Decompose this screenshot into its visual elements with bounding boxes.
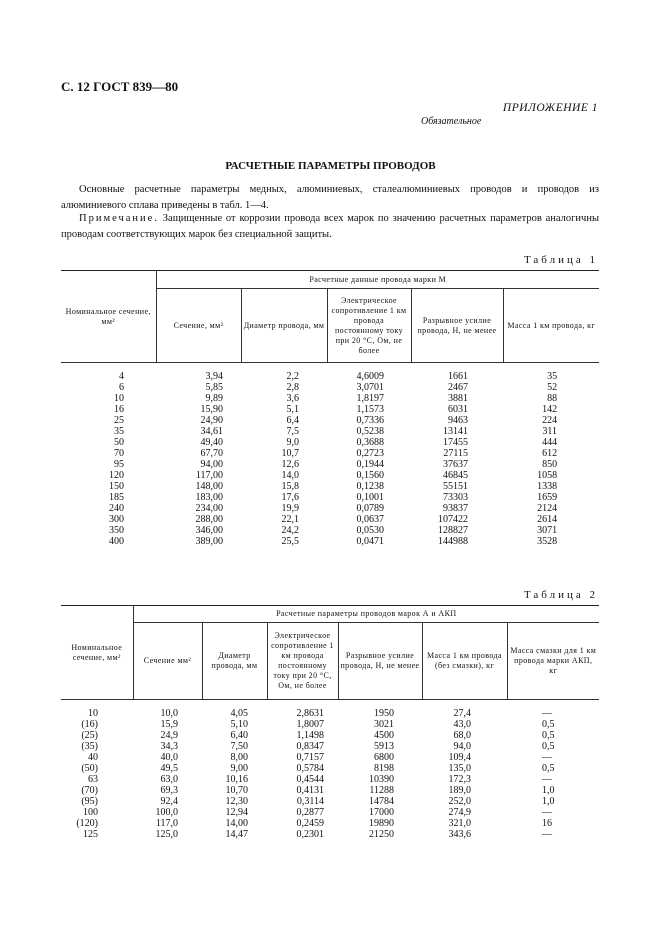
table-cell: 612 (542, 448, 558, 459)
table-cell: 1338 (537, 481, 558, 492)
table-cell: 144988 (438, 536, 468, 547)
table-cell: 183,00 (195, 492, 223, 503)
table-cell: 1,1498 (296, 730, 324, 741)
table-cell: 12,30 (225, 796, 248, 807)
table-cell: 1,8007 (296, 719, 324, 730)
table-cell: 17455 (443, 437, 468, 448)
table-row (61, 393, 599, 404)
table-cell: 3071 (537, 525, 558, 536)
table-row (61, 448, 599, 459)
table-cell: 185 (109, 492, 124, 503)
table-cell: 9,0 (286, 437, 299, 448)
table-cell: 10,7 (281, 448, 299, 459)
table-cell: 0,4131 (296, 785, 324, 796)
table-cell: 4500 (374, 730, 394, 741)
table-cell: 34,61 (200, 426, 223, 437)
table-cell: 5913 (374, 741, 394, 752)
table-cell: 94,00 (200, 459, 223, 470)
table-cell: 27,4 (453, 708, 471, 719)
table-cell: 120 (109, 470, 124, 481)
table-cell: 311 (542, 426, 558, 437)
table-cell: 0,1560 (356, 470, 384, 481)
t2-head-col: Сечение мм² (133, 623, 202, 700)
table-cell: 252,0 (448, 796, 471, 807)
table-cell: 5,10 (230, 719, 248, 730)
table-cell: 40,0 (160, 752, 178, 763)
table-cell: (50) (81, 763, 98, 774)
table-cell: 92,4 (160, 796, 178, 807)
t1-head-col: Масса 1 км провода, кг (503, 289, 599, 363)
t1-head-nominal: Номинальное сечение, мм² (61, 271, 156, 363)
table-cell: 9,89 (205, 393, 223, 404)
table-row (61, 426, 599, 437)
table-cell: 274,9 (448, 807, 471, 818)
table-cell: 148,00 (195, 481, 223, 492)
table-cell: 15,8 (281, 481, 299, 492)
table-cell: 2614 (537, 514, 558, 525)
table-cell: 14,0 (281, 470, 299, 481)
table1 (61, 270, 599, 547)
table-cell: 172,3 (448, 774, 471, 785)
table-cell: 0,2877 (296, 807, 324, 818)
table-cell: 0,5 (542, 763, 555, 774)
table-cell: 35 (114, 426, 124, 437)
table-cell: 70 (114, 448, 124, 459)
table2 (61, 605, 599, 840)
table-cell: 52 (547, 382, 558, 393)
table-row (61, 492, 599, 503)
table-cell: 46845 (443, 470, 468, 481)
t2-head-col: Диаметр провода, мм (202, 623, 267, 700)
table-cell: 73303 (443, 492, 468, 503)
table-cell: 0,5 (542, 730, 555, 741)
table-cell: 12,6 (281, 459, 299, 470)
table-cell: 0,7157 (296, 752, 324, 763)
table-cell: 3,0701 (356, 382, 384, 393)
table-cell: 850 (542, 459, 558, 470)
t2-head-group: Расчетные параметры проводов марок А и АКП (133, 606, 599, 623)
table-cell: 0,1238 (356, 481, 384, 492)
table-cell: 3,94 (205, 371, 223, 382)
table-cell: 43,0 (453, 719, 471, 730)
table-row (61, 514, 599, 525)
table-cell: 2,8 (286, 382, 299, 393)
table-cell: 0,8347 (296, 741, 324, 752)
table-row (61, 700, 599, 720)
table-cell: 14784 (369, 796, 394, 807)
table-cell: 16 (114, 404, 124, 415)
table-cell: — (542, 774, 552, 785)
table-cell: 128827 (438, 525, 468, 536)
table-cell: 14,47 (225, 829, 248, 840)
table-cell: 3,6 (286, 393, 299, 404)
table-cell: 125 (83, 829, 98, 840)
table-cell: 6031 (448, 404, 468, 415)
table-cell: 9,00 (230, 763, 248, 774)
table-cell: 109,4 (448, 752, 471, 763)
table-row (61, 459, 599, 470)
table-cell: 6 (119, 382, 124, 393)
table-cell: 4,05 (230, 708, 248, 719)
table-cell: 0,5 (542, 741, 555, 752)
table-cell: 234,00 (195, 503, 223, 514)
table-cell: 0,5784 (296, 763, 324, 774)
table-cell: 2467 (448, 382, 468, 393)
table-cell: (16) (81, 719, 98, 730)
table-row (61, 415, 599, 426)
table-cell: 69,3 (160, 785, 178, 796)
table-cell: 93837 (443, 503, 468, 514)
table-cell: 10 (88, 708, 98, 719)
table-cell: — (542, 708, 552, 719)
table-cell: 6800 (374, 752, 394, 763)
table-cell: 19890 (369, 818, 394, 829)
table-cell: 0,2301 (296, 829, 324, 840)
table-cell: 6,40 (230, 730, 248, 741)
table-row (61, 818, 599, 829)
t2-head-col: Масса смазки для 1 км провода марки АКП, кг (507, 623, 599, 700)
table-cell: 10390 (369, 774, 394, 785)
table-cell: 4 (119, 371, 124, 382)
table-cell: 24,2 (281, 525, 299, 536)
table-row (61, 785, 599, 796)
table-cell: 63 (88, 774, 98, 785)
table-cell: 5,85 (205, 382, 223, 393)
t2-head-nominal: Номинальное сечение, мм² (61, 606, 133, 700)
table-cell: 142 (542, 404, 558, 415)
table-cell: 150 (109, 481, 124, 492)
table-cell: 11288 (369, 785, 394, 796)
table-cell: 135,0 (448, 763, 471, 774)
table-row (61, 382, 599, 393)
table-row (61, 763, 599, 774)
t1-head-group: Расчетные данные провода марки М (156, 271, 599, 289)
table-cell: 4,6009 (356, 371, 384, 382)
table-cell: 5,1 (286, 404, 299, 415)
table-cell: 224 (542, 415, 558, 426)
table-cell: 444 (542, 437, 558, 448)
table-cell: 2,2 (286, 371, 299, 382)
table-cell: 0,3688 (356, 437, 384, 448)
table-cell: 24,90 (200, 415, 223, 426)
table-cell: 300 (109, 514, 124, 525)
table-cell: 1,8197 (356, 393, 384, 404)
table-cell: 49,40 (200, 437, 223, 448)
table-cell: 94,0 (453, 741, 471, 752)
table-cell: 40 (88, 752, 98, 763)
table-row (61, 536, 599, 547)
table-cell: 12,94 (225, 807, 248, 818)
table-cell: 10,16 (225, 774, 248, 785)
table-row (61, 363, 599, 383)
table-cell: 15,90 (200, 404, 223, 415)
table-cell: 67,70 (200, 448, 223, 459)
t1-head-col: Электрическое сопротивление 1 км провода постоянному току при 20 °С, Ом, не более (327, 289, 411, 363)
table-row (61, 829, 599, 840)
table-cell: 321,0 (448, 818, 471, 829)
table-cell: 3021 (374, 719, 394, 730)
table-cell: (95) (81, 796, 98, 807)
table-cell: 1659 (537, 492, 558, 503)
t2-head-col: Электрическое сопротивление 1 км провода постоянному току при 20 °С, Ом, не более (267, 623, 338, 700)
table-cell: 1,1573 (356, 404, 384, 415)
table1-label: Таблица 1 (523, 254, 598, 266)
table-cell: 0,1944 (356, 459, 384, 470)
table-cell: 34,3 (160, 741, 178, 752)
table-cell: 95 (114, 459, 124, 470)
note-paragraph (61, 211, 599, 243)
table-cell: 9463 (448, 415, 468, 426)
table-cell: 25,5 (281, 536, 299, 547)
table-cell: 10,70 (225, 785, 248, 796)
intro-paragraph: Основные расчетные параметры медных, алюминиевых, сталеалюминиевых проводов и проводов из алюминиевого сплава приведены в табл. 1—4. (61, 184, 599, 211)
table-cell: 17,6 (281, 492, 299, 503)
table-row (61, 730, 599, 741)
table-row (61, 741, 599, 752)
section-title: РАСЧЕТНЫЕ ПАРАМЕТРЫ ПРОВОДОВ (225, 160, 436, 172)
table-cell: 68,0 (453, 730, 471, 741)
table-cell: 3881 (448, 393, 468, 404)
table-cell: 125,0 (155, 829, 178, 840)
table-cell: 0,2459 (296, 818, 324, 829)
table-cell: 0,0471 (356, 536, 384, 547)
table-cell: 63,0 (160, 774, 178, 785)
table-row (61, 774, 599, 785)
table-cell: 13141 (443, 426, 468, 437)
table-cell: 1058 (537, 470, 558, 481)
table-row (61, 752, 599, 763)
table-cell: 0,4544 (296, 774, 324, 785)
table-row (61, 719, 599, 730)
table-cell: 2,8631 (296, 708, 324, 719)
table-row (61, 807, 599, 818)
table-cell: 19,9 (281, 503, 299, 514)
table-cell: 2124 (537, 503, 558, 514)
table-cell: 350 (109, 525, 124, 536)
table-row (61, 796, 599, 807)
t1-head-col: Сечение, мм² (156, 289, 241, 363)
table-cell: 10 (114, 393, 124, 404)
table-cell: 0,0530 (356, 525, 384, 536)
table-cell: 15,9 (160, 719, 178, 730)
table-cell: 0,2723 (356, 448, 384, 459)
table-cell: (25) (81, 730, 98, 741)
table-cell: 100 (83, 807, 98, 818)
table-cell: 8,00 (230, 752, 248, 763)
table-cell: (70) (81, 785, 98, 796)
table-row (61, 525, 599, 536)
t1-head-col: Диаметр провода, мм (241, 289, 327, 363)
table-cell: 14,00 (225, 818, 248, 829)
table-cell: 0,7336 (356, 415, 384, 426)
table-cell: 0,5238 (356, 426, 384, 437)
table-cell: 8198 (374, 763, 394, 774)
table-cell: 16 (542, 818, 552, 829)
table-cell: 24,9 (160, 730, 178, 741)
table-row (61, 503, 599, 514)
table-cell: 1950 (374, 708, 394, 719)
table-cell: 1661 (448, 371, 468, 382)
table-cell: (35) (81, 741, 98, 752)
table-cell: 117,0 (155, 818, 178, 829)
table-cell: 389,00 (195, 536, 223, 547)
table-cell: 189,0 (448, 785, 471, 796)
table-cell: 240 (109, 503, 124, 514)
table-cell: 0,3114 (296, 796, 324, 807)
table-cell: 0,1001 (356, 492, 384, 503)
table-cell: — (542, 829, 552, 840)
mandatory-label: Обязательное (421, 116, 482, 127)
table-cell: 288,00 (195, 514, 223, 525)
table-cell: 1,0 (542, 796, 555, 807)
table-cell: — (542, 752, 552, 763)
table-cell: 343,6 (448, 829, 471, 840)
t2-head-col: Разрывное усилие провода, Н, не менее (338, 623, 422, 700)
table-cell: 6,4 (286, 415, 299, 426)
table-row (61, 404, 599, 415)
table-cell: 100,0 (155, 807, 178, 818)
table-cell: 49,5 (160, 763, 178, 774)
table-row (61, 437, 599, 448)
appendix-label: ПРИЛОЖЕНИЕ 1 (502, 102, 598, 114)
table-cell: 117,00 (195, 470, 223, 481)
table-cell: 0,5 (542, 719, 555, 730)
table-cell: 7,5 (286, 426, 299, 437)
table2-label: Таблица 2 (523, 589, 598, 601)
table-cell: 25 (114, 415, 124, 426)
table-cell: 37637 (443, 459, 468, 470)
table-cell: 7,50 (230, 741, 248, 752)
table-cell: (120) (76, 818, 98, 829)
table-cell: 346,00 (195, 525, 223, 536)
table-cell: 21250 (369, 829, 394, 840)
t2-head-col: Масса 1 км провода (без смазки), кг (422, 623, 507, 700)
page-header: С. 12 ГОСТ 839—80 (61, 79, 179, 94)
table-cell: 107422 (438, 514, 468, 525)
table-cell: 1,0 (542, 785, 555, 796)
table-cell: 88 (547, 393, 558, 404)
table-cell: 50 (114, 437, 124, 448)
note-text: Защищенные от коррозии провода всех марок по значению расчетных параметров аналогичны проводам соответствующих марок без специальной защиты. (61, 213, 599, 240)
table-cell: 27115 (443, 448, 468, 459)
table-row (61, 470, 599, 481)
t1-head-col: Разрывное усилие провода, Н, не менее (411, 289, 503, 363)
table-cell: 55151 (443, 481, 468, 492)
table-cell: 35 (547, 371, 558, 382)
note-label: Примечание. (79, 213, 159, 224)
table-cell: — (542, 807, 552, 818)
table-cell: 10,0 (160, 708, 178, 719)
table-cell: 17000 (369, 807, 394, 818)
table-cell: 0,0637 (356, 514, 384, 525)
table-cell: 400 (109, 536, 124, 547)
table-cell: 3528 (537, 536, 558, 547)
table-cell: 0,0789 (356, 503, 384, 514)
table-cell: 22,1 (281, 514, 299, 525)
table-row (61, 481, 599, 492)
